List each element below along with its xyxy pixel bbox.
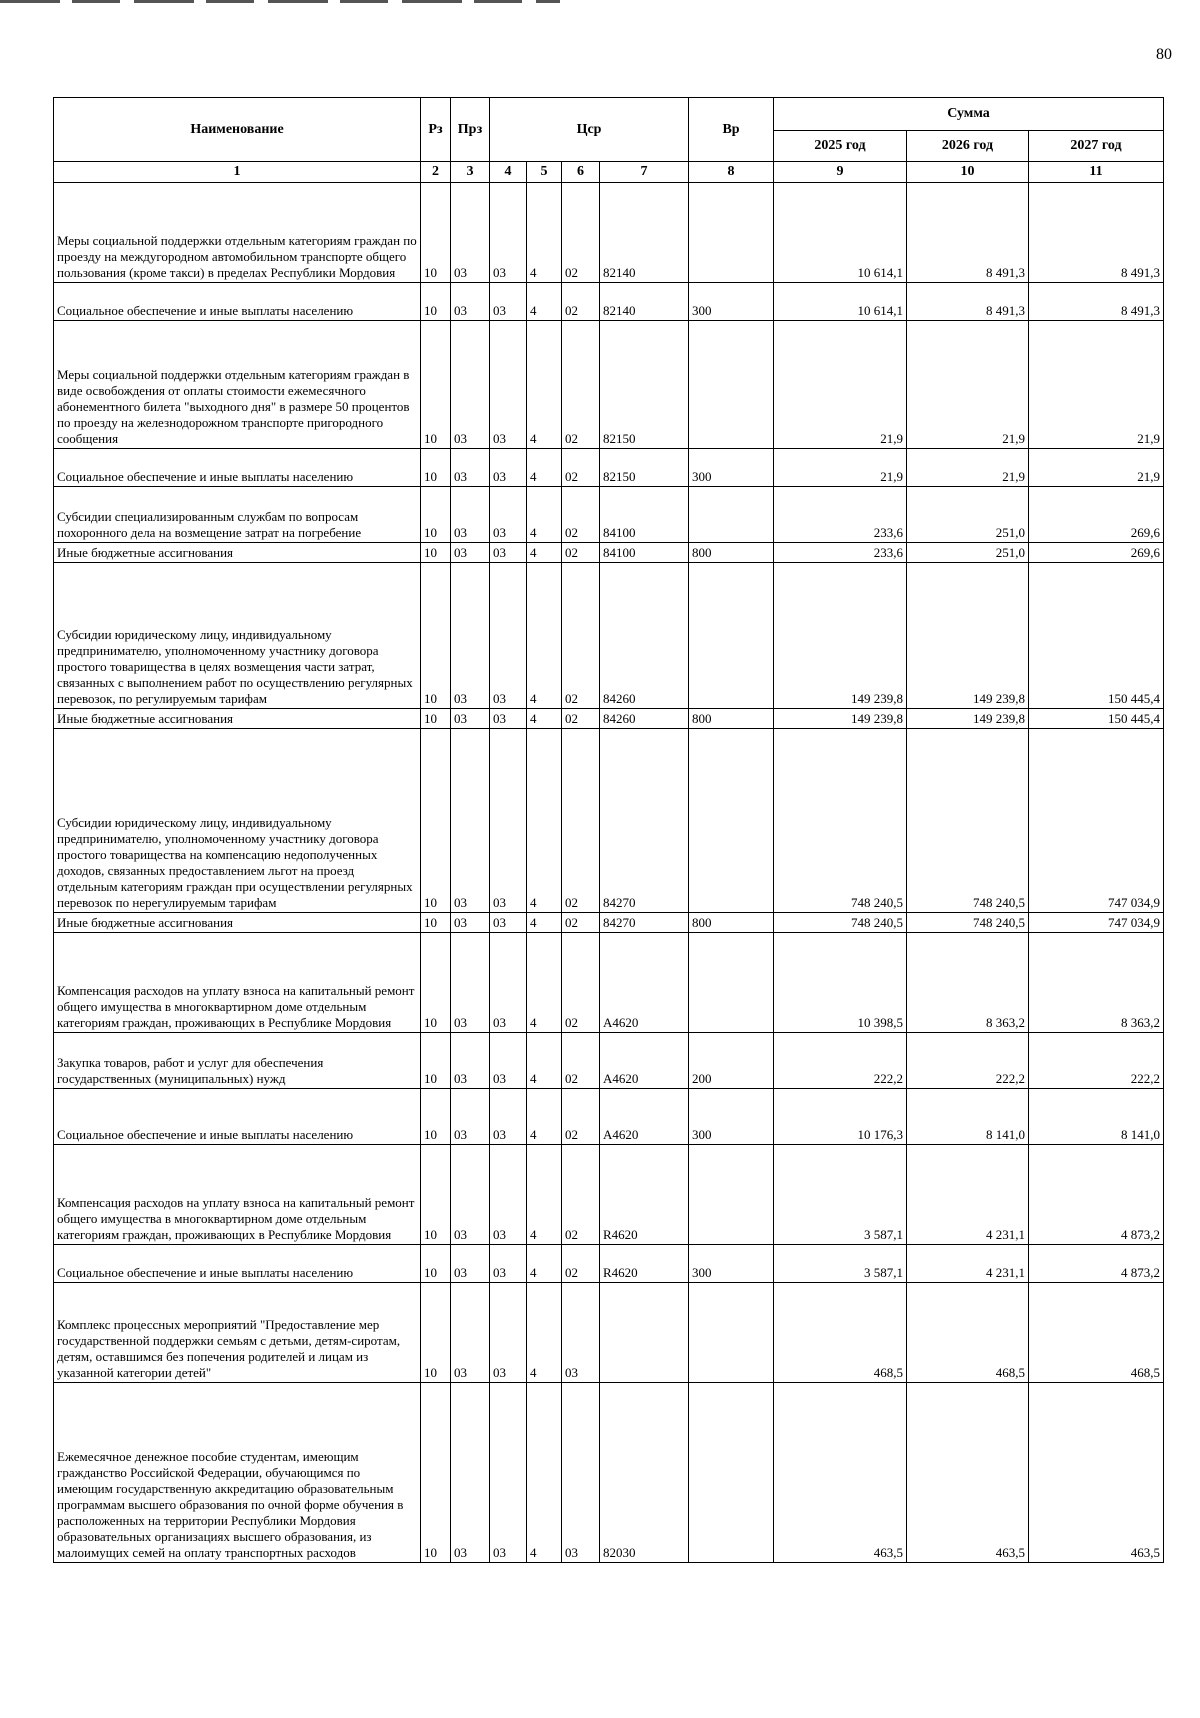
row-name: Социальное обеспечение и иные выплаты населению — [54, 1245, 421, 1283]
page-number: 80 — [1156, 46, 1172, 63]
table-row — [54, 543, 1164, 563]
row-csr-complex: 02 — [562, 1145, 600, 1245]
row-name: Иные бюджетные ассигнования — [54, 913, 421, 933]
row-csr-direction: 84270 — [600, 913, 689, 933]
row-rz: 10 — [421, 1245, 451, 1283]
row-csr-direction: 82030 — [600, 1383, 689, 1563]
row-csr-type: 4 — [527, 183, 562, 283]
row-rz: 10 — [421, 709, 451, 729]
row-sum-2026: 149 239,8 — [907, 563, 1029, 709]
row-rz: 10 — [421, 487, 451, 543]
row-name: Социальное обеспечение и иные выплаты населению — [54, 1089, 421, 1145]
row-csr-type: 4 — [527, 913, 562, 933]
row-name: Субсидии юридическому лицу, индивидуальному предпринимателю, уполномоченному участнику договора простого товарищества на компенсацию недополученных доходов, связанных предоставлением льгот на проезд отдельным категориям граждан при осуществлении регулярных перевозок по нерегулируемым тарифам — [54, 729, 421, 913]
row-vr: 200 — [689, 1033, 774, 1089]
row-name: Социальное обеспечение и иные выплаты населению — [54, 283, 421, 321]
row-csr-direction: А4620 — [600, 933, 689, 1033]
row-sum-2026: 748 240,5 — [907, 913, 1029, 933]
row-csr-type: 4 — [527, 933, 562, 1033]
row-sum-2026: 8 363,2 — [907, 933, 1029, 1033]
row-csr-direction: А4620 — [600, 1089, 689, 1145]
row-csr-type: 4 — [527, 563, 562, 709]
row-sum-2025: 21,9 — [774, 321, 907, 449]
row-csr-program: 03 — [490, 543, 527, 563]
row-csr-program: 03 — [490, 487, 527, 543]
row-sum-2026: 748 240,5 — [907, 729, 1029, 913]
row-rz: 10 — [421, 563, 451, 709]
table-row — [54, 729, 1164, 913]
row-sum-2025: 21,9 — [774, 449, 907, 487]
row-sum-2027: 4 873,2 — [1029, 1145, 1164, 1245]
column-number: 5 — [527, 162, 562, 183]
row-prz: 03 — [451, 933, 490, 1033]
table-header-row — [54, 98, 1164, 131]
row-sum-2025: 222,2 — [774, 1033, 907, 1089]
row-prz: 03 — [451, 321, 490, 449]
row-rz: 10 — [421, 283, 451, 321]
row-csr-program: 03 — [490, 1245, 527, 1283]
row-sum-2027: 468,5 — [1029, 1283, 1164, 1383]
row-csr-complex: 02 — [562, 321, 600, 449]
table-row — [54, 1383, 1164, 1563]
row-name: Субсидии юридическому лицу, индивидуальному предпринимателю, уполномоченному участнику договора простого товарищества в целях возмещения части затрат, связанных с выполнением работ по осуществлению регулярных перевозок, по регулируемым тарифам — [54, 563, 421, 709]
table-row — [54, 1089, 1164, 1145]
table-row — [54, 283, 1164, 321]
row-name: Ежемесячное денежное пособие студентам, имеющим гражданство Российской Федерации, обучающимся по имеющим государственную аккредитацию образовательным программам высшего образования по очной форме обучения в расположенных на территории Республики Мордовия образовательных организациях высшего образования, из малоимущих семей на оплату транспортных расходов — [54, 1383, 421, 1563]
row-csr-direction: 84100 — [600, 543, 689, 563]
row-prz: 03 — [451, 563, 490, 709]
row-sum-2026: 222,2 — [907, 1033, 1029, 1089]
row-csr-program: 03 — [490, 1383, 527, 1563]
scan-edge-artifact — [0, 0, 560, 3]
row-csr-program: 03 — [490, 933, 527, 1033]
row-vr — [689, 1283, 774, 1383]
row-prz: 03 — [451, 1383, 490, 1563]
row-sum-2025: 10 614,1 — [774, 283, 907, 321]
row-csr-type: 4 — [527, 1245, 562, 1283]
row-prz: 03 — [451, 487, 490, 543]
row-rz: 10 — [421, 913, 451, 933]
row-vr — [689, 487, 774, 543]
row-sum-2026: 463,5 — [907, 1383, 1029, 1563]
row-vr — [689, 563, 774, 709]
row-name: Компенсация расходов на уплату взноса на капитальный ремонт общего имущества в многоквартирном доме отдельным категориям граждан, проживающих в Республике Мордовия — [54, 1145, 421, 1245]
row-sum-2027: 4 873,2 — [1029, 1245, 1164, 1283]
row-rz: 10 — [421, 1089, 451, 1145]
row-sum-2027: 8 363,2 — [1029, 933, 1164, 1033]
row-prz: 03 — [451, 1283, 490, 1383]
row-sum-2027: 463,5 — [1029, 1383, 1164, 1563]
row-csr-type: 4 — [527, 283, 562, 321]
row-csr-type: 4 — [527, 487, 562, 543]
row-csr-direction: R4620 — [600, 1245, 689, 1283]
column-number: 9 — [774, 162, 907, 183]
row-csr-complex: 03 — [562, 1383, 600, 1563]
row-csr-type: 4 — [527, 543, 562, 563]
column-number: 10 — [907, 162, 1029, 183]
row-vr — [689, 183, 774, 283]
row-csr-program: 03 — [490, 183, 527, 283]
row-vr: 300 — [689, 1245, 774, 1283]
row-vr — [689, 933, 774, 1033]
row-prz: 03 — [451, 1145, 490, 1245]
row-csr-program: 03 — [490, 1145, 527, 1245]
row-prz: 03 — [451, 543, 490, 563]
row-csr-direction: R4620 — [600, 1145, 689, 1245]
row-rz: 10 — [421, 729, 451, 913]
table-row — [54, 1245, 1164, 1283]
row-vr: 800 — [689, 543, 774, 563]
column-number-row — [54, 162, 1164, 183]
row-csr-direction: 82140 — [600, 183, 689, 283]
row-rz: 10 — [421, 933, 451, 1033]
row-prz: 03 — [451, 1245, 490, 1283]
column-number: 2 — [421, 162, 451, 183]
row-sum-2025: 149 239,8 — [774, 709, 907, 729]
row-sum-2027: 8 491,3 — [1029, 283, 1164, 321]
table-row — [54, 913, 1164, 933]
row-csr-complex: 02 — [562, 563, 600, 709]
row-sum-2025: 149 239,8 — [774, 563, 907, 709]
row-vr — [689, 321, 774, 449]
row-csr-complex: 02 — [562, 1033, 600, 1089]
row-csr-program: 03 — [490, 729, 527, 913]
row-sum-2027: 222,2 — [1029, 1033, 1164, 1089]
row-csr-type: 4 — [527, 1145, 562, 1245]
row-rz: 10 — [421, 1033, 451, 1089]
header-year-2027: 2027 год — [1029, 131, 1164, 162]
table-row — [54, 1145, 1164, 1245]
table-row — [54, 321, 1164, 449]
row-name: Компенсация расходов на уплату взноса на капитальный ремонт общего имущества в многоквартирном доме отдельным категориям граждан, проживающих в Республике Мордовия — [54, 933, 421, 1033]
row-csr-complex: 02 — [562, 543, 600, 563]
row-vr: 300 — [689, 1089, 774, 1145]
row-name: Социальное обеспечение и иные выплаты населению — [54, 449, 421, 487]
header-csr: Цср — [490, 98, 689, 162]
row-sum-2026: 8 141,0 — [907, 1089, 1029, 1145]
row-name: Иные бюджетные ассигнования — [54, 543, 421, 563]
row-csr-complex: 02 — [562, 729, 600, 913]
column-number: 3 — [451, 162, 490, 183]
row-csr-program: 03 — [490, 449, 527, 487]
table-row — [54, 709, 1164, 729]
row-csr-type: 4 — [527, 709, 562, 729]
row-csr-direction: 82150 — [600, 449, 689, 487]
header-rz: Рз — [421, 98, 451, 162]
row-prz: 03 — [451, 1033, 490, 1089]
row-rz: 10 — [421, 321, 451, 449]
column-number: 1 — [54, 162, 421, 183]
row-prz: 03 — [451, 283, 490, 321]
row-sum-2025: 3 587,1 — [774, 1245, 907, 1283]
column-number: 4 — [490, 162, 527, 183]
row-csr-complex: 02 — [562, 183, 600, 283]
row-name: Комплекс процессных мероприятий "Предоставление мер государственной поддержки семьям с детьми, детям-сиротам, детям, оставшимся без попечения родителей и лицам из указанной категории детей" — [54, 1283, 421, 1383]
table-row — [54, 1283, 1164, 1383]
row-csr-program: 03 — [490, 709, 527, 729]
row-sum-2027: 8 491,3 — [1029, 183, 1164, 283]
row-rz: 10 — [421, 543, 451, 563]
row-sum-2026: 468,5 — [907, 1283, 1029, 1383]
row-sum-2027: 150 445,4 — [1029, 563, 1164, 709]
row-prz: 03 — [451, 729, 490, 913]
row-vr: 300 — [689, 283, 774, 321]
row-name: Меры социальной поддержки отдельным категориям граждан по проезду на междугородном автомобильном транспорте общего пользования (кроме такси) в пределах Республики Мордовия — [54, 183, 421, 283]
row-sum-2025: 748 240,5 — [774, 729, 907, 913]
row-csr-complex: 02 — [562, 913, 600, 933]
row-sum-2026: 149 239,8 — [907, 709, 1029, 729]
column-number: 7 — [600, 162, 689, 183]
row-csr-direction: 84100 — [600, 487, 689, 543]
row-vr: 300 — [689, 449, 774, 487]
row-vr — [689, 1145, 774, 1245]
row-csr-complex: 02 — [562, 1245, 600, 1283]
row-sum-2026: 21,9 — [907, 449, 1029, 487]
row-name: Иные бюджетные ассигнования — [54, 709, 421, 729]
row-csr-program: 03 — [490, 283, 527, 321]
table-row — [54, 487, 1164, 543]
row-csr-type: 4 — [527, 321, 562, 449]
row-sum-2026: 251,0 — [907, 543, 1029, 563]
row-rz: 10 — [421, 1283, 451, 1383]
row-sum-2025: 233,6 — [774, 543, 907, 563]
row-csr-direction: 82150 — [600, 321, 689, 449]
row-sum-2027: 21,9 — [1029, 449, 1164, 487]
row-csr-type: 4 — [527, 729, 562, 913]
row-rz: 10 — [421, 1383, 451, 1563]
row-csr-direction: 82140 — [600, 283, 689, 321]
row-csr-direction: 84260 — [600, 563, 689, 709]
row-rz: 10 — [421, 449, 451, 487]
row-csr-program: 03 — [490, 1033, 527, 1089]
row-sum-2026: 8 491,3 — [907, 183, 1029, 283]
row-csr-program: 03 — [490, 321, 527, 449]
row-sum-2025: 748 240,5 — [774, 913, 907, 933]
row-name: Субсидии специализированным службам по вопросам похоронного дела на возмещение затрат на погребение — [54, 487, 421, 543]
row-csr-complex: 03 — [562, 1283, 600, 1383]
row-csr-complex: 02 — [562, 283, 600, 321]
table-row — [54, 449, 1164, 487]
row-csr-program: 03 — [490, 1283, 527, 1383]
row-prz: 03 — [451, 913, 490, 933]
row-csr-program: 03 — [490, 1089, 527, 1145]
row-sum-2026: 8 491,3 — [907, 283, 1029, 321]
row-csr-complex: 02 — [562, 449, 600, 487]
row-sum-2025: 10 176,3 — [774, 1089, 907, 1145]
row-prz: 03 — [451, 1089, 490, 1145]
row-prz: 03 — [451, 709, 490, 729]
header-year-2025: 2025 год — [774, 131, 907, 162]
row-csr-direction: А4620 — [600, 1033, 689, 1089]
row-sum-2027: 747 034,9 — [1029, 913, 1164, 933]
row-csr-direction: 84270 — [600, 729, 689, 913]
row-sum-2025: 3 587,1 — [774, 1145, 907, 1245]
row-sum-2027: 8 141,0 — [1029, 1089, 1164, 1145]
column-number: 8 — [689, 162, 774, 183]
row-vr — [689, 729, 774, 913]
row-vr: 800 — [689, 709, 774, 729]
row-vr — [689, 1383, 774, 1563]
row-sum-2026: 21,9 — [907, 321, 1029, 449]
row-csr-complex: 02 — [562, 1089, 600, 1145]
row-name: Меры социальной поддержки отдельным категориям граждан в виде освобождения от оплаты стоимости ежемесячного абонементного билета "выходного дня" в размере 50 процентов по проезду на железнодорожном транспорте пригородного сообщения — [54, 321, 421, 449]
table-row — [54, 563, 1164, 709]
row-sum-2025: 468,5 — [774, 1283, 907, 1383]
row-rz: 10 — [421, 1145, 451, 1245]
row-name: Закупка товаров, работ и услуг для обеспечения государственных (муниципальных) нужд — [54, 1033, 421, 1089]
row-csr-type: 4 — [527, 449, 562, 487]
header-sum: Сумма — [774, 98, 1164, 131]
table-row — [54, 183, 1164, 283]
row-sum-2026: 251,0 — [907, 487, 1029, 543]
row-sum-2026: 4 231,1 — [907, 1245, 1029, 1283]
row-csr-direction: 84260 — [600, 709, 689, 729]
row-sum-2027: 269,6 — [1029, 487, 1164, 543]
row-csr-program: 03 — [490, 913, 527, 933]
row-csr-type: 4 — [527, 1283, 562, 1383]
header-year-2026: 2026 год — [907, 131, 1029, 162]
row-csr-complex: 02 — [562, 933, 600, 1033]
header-vr: Вр — [689, 98, 774, 162]
column-number: 6 — [562, 162, 600, 183]
row-sum-2025: 10 614,1 — [774, 183, 907, 283]
row-rz: 10 — [421, 183, 451, 283]
row-sum-2026: 4 231,1 — [907, 1145, 1029, 1245]
budget-table — [53, 97, 1164, 1563]
table-row — [54, 933, 1164, 1033]
row-prz: 03 — [451, 449, 490, 487]
row-csr-type: 4 — [527, 1033, 562, 1089]
row-csr-type: 4 — [527, 1383, 562, 1563]
row-sum-2025: 463,5 — [774, 1383, 907, 1563]
header-prz: Прз — [451, 98, 490, 162]
row-csr-program: 03 — [490, 563, 527, 709]
row-sum-2027: 21,9 — [1029, 321, 1164, 449]
row-csr-complex: 02 — [562, 709, 600, 729]
row-sum-2027: 150 445,4 — [1029, 709, 1164, 729]
row-csr-type: 4 — [527, 1089, 562, 1145]
row-csr-complex: 02 — [562, 487, 600, 543]
table-row — [54, 1033, 1164, 1089]
column-number: 11 — [1029, 162, 1164, 183]
row-vr: 800 — [689, 913, 774, 933]
row-prz: 03 — [451, 183, 490, 283]
row-csr-direction — [600, 1283, 689, 1383]
row-sum-2027: 269,6 — [1029, 543, 1164, 563]
row-sum-2025: 10 398,5 — [774, 933, 907, 1033]
row-sum-2027: 747 034,9 — [1029, 729, 1164, 913]
row-sum-2025: 233,6 — [774, 487, 907, 543]
header-name: Наименование — [54, 98, 421, 162]
